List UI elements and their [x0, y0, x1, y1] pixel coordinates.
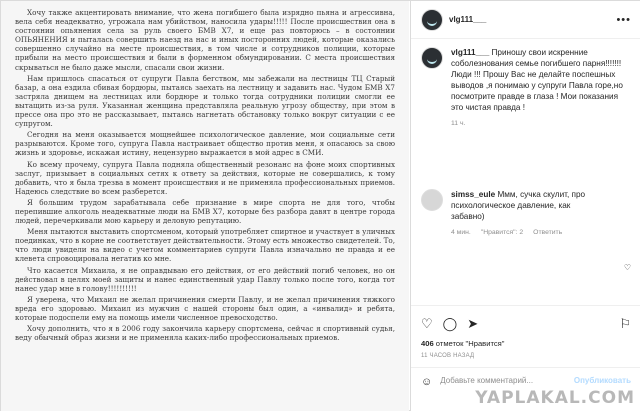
- comment-time[interactable]: 4 мин.: [451, 229, 471, 236]
- caption-meta: [451, 118, 631, 129]
- comment-item: [411, 129, 640, 272]
- statement-paragraph: Меня пытаются выставить спортсменом, который употребляет спиртное и участвует в уличных поединках, что в корне не соответствует действительности. Этому есть множество свидетелей. То, что люди увидели на видео с учетом комментариев супруги Павла изначально не правда и ее клевета спровоцировала негатив ко мне.: [15, 227, 395, 264]
- add-comment-input[interactable]: Добавьте комментарий...: [440, 376, 534, 385]
- avatar[interactable]: [421, 9, 443, 31]
- avatar[interactable]: [421, 189, 443, 211]
- share-send-icon[interactable]: ➤: [467, 315, 479, 331]
- reply-button[interactable]: Ответить: [533, 229, 563, 236]
- comment-body: [451, 189, 601, 238]
- likes-number: 406: [421, 339, 434, 348]
- comment-meta: [451, 227, 601, 238]
- statement-paragraph: Нам пришлось спасаться от супруги Павла бегством, мы забежали на лестницы ТЦ Старый базар, а она ездила сбивая бордюры, пытаясь заехать на лестницу и задавить нас. Чудом БМВ Х7 застряла днищем на лестницах или бордюре и только тогда сотрудники полиции смогли ее вытащить из-за руля. Указанная женщина представляла реальную угрозу обществу, при этом в прессе она про это не рассказывает, пытаясь нагнетать обстановку только вокруг ситуации с ее супругом.: [15, 73, 395, 129]
- bookmark-icon[interactable]: ⚐: [619, 315, 631, 331]
- post-timestamp: 11 ЧАСОВ НАЗАД: [421, 353, 475, 359]
- post-header: [411, 1, 640, 39]
- post-image: [1, 1, 409, 411]
- likes-label: отметок "Нравится": [433, 339, 505, 348]
- watermark-logo: [475, 388, 635, 408]
- action-bar: [411, 305, 640, 335]
- watermark-text: YAPLAKAL.COM: [475, 388, 635, 408]
- caption-text: Приношу свои искренние соболезнования семье погибшего парня!!!!!!! Люди !!! Прошу Вас не делайте поспешных выводов ,я понимаю у супруги Павла горе,но посмотрите правде в глаза ! Мои показания это чистая правда !: [451, 48, 623, 112]
- caption-time[interactable]: 11 ч.: [451, 120, 466, 127]
- caption-username[interactable]: vlg111___: [451, 48, 490, 57]
- statement-paragraph: Ко всему прочему, супруга Павла подняла общественный резонанс на фоне моих спортивных заслуг, призывает в социальных сетях к ответу за действия, которые не совершались, к тому добавить, что я была трезва в момент происшествия и не применяла профессиональных приемов. Надеюсь следствие во всем разберется.: [15, 159, 395, 196]
- likes-count[interactable]: [421, 339, 504, 348]
- post-sidebar: [410, 1, 640, 411]
- caption-body: [451, 47, 631, 129]
- statement-text: [1, 1, 409, 342]
- avatar[interactable]: [421, 47, 443, 69]
- more-dots-icon[interactable]: •••: [616, 13, 631, 26]
- statement-paragraph: Я уверена, что Михаил не желал причинения смерти Павлу, и не желал причинения тяжкого вреда его здоровью. Михаил из мужчин с нашей стороны был один, а «инвалид» и ребята, которые подоспели ему на помощь имели численное превосходство.: [15, 294, 395, 322]
- caption-comment: [411, 39, 640, 129]
- comment-likes[interactable]: "Нравится": 2: [480, 229, 524, 236]
- publish-button[interactable]: Опубликовать: [573, 376, 631, 385]
- username-link[interactable]: vlg111___: [449, 15, 487, 24]
- comment-username[interactable]: simss_eule: [451, 190, 496, 199]
- statement-paragraph: Что касается Михаила, я не оправдываю его действия, от его действий погиб человек, но он действовал в целях моей защиты и нанес единственный удар Павлу только после того, когда тот нанес удар мне в голову!!!!!!!!!!: [15, 265, 395, 293]
- like-heart-icon[interactable]: ♡: [421, 315, 433, 331]
- comment-bubble-icon[interactable]: ◯: [442, 315, 458, 331]
- statement-paragraph: Хочу также акцентировать внимание, что жена погибшего была изрядно пьяна и агрессивна, вела себя неадекватно, угрожала нам убийством, наносила удары!!!!! После происшествия она в состоянии опьянения села за руль своего БМВ Х7, и еще раз повторюсь – в состоянии ОПЬЯНЕНИЯ и пыталась совершить наезд на нас и иных посторонних людей, которые оказались совершенно случайно на месте происшествия, в том числе и сотрудников полиции, которые прибыли на место происшествия и были в форменном обмундировании. С места происшествия скрываться не было даже мысли, спасали свои жизни.: [15, 8, 395, 72]
- emoji-icon[interactable]: ☺: [421, 376, 433, 388]
- comment-text: Ммм, сучка скулит, про психологическое давление, как забавно): [451, 190, 586, 221]
- statement-paragraph: Я большим трудом зарабатывала себе признание в мире спорта не для того, чтобы перепившие алкоголь неадекватные люди на БМВ Х7, которые без разбора давят в центре города людей, перечеркивали мою карьеру и деловую репутацию.: [15, 197, 395, 226]
- like-comment-heart-icon[interactable]: ♡: [623, 263, 631, 272]
- statement-paragraph: Сегодня на меня оказывается мощнейшее психологическое давление, мои социальные сети разрываются. Кроме того, супруга Павла настраивает общество против меня, я опасаюсь за свою жизнь и здоровье, искажая истину, нецензурно выражается в мой адрес в СМИ.: [15, 130, 395, 158]
- statement-paragraph: Хочу дополнить, что я в 2006 году закончила карьеру спортсмена, сейчас я спортивный судья, веду обычный образ жизни и не применяла каких-либо профессиональных приемов.: [15, 324, 395, 343]
